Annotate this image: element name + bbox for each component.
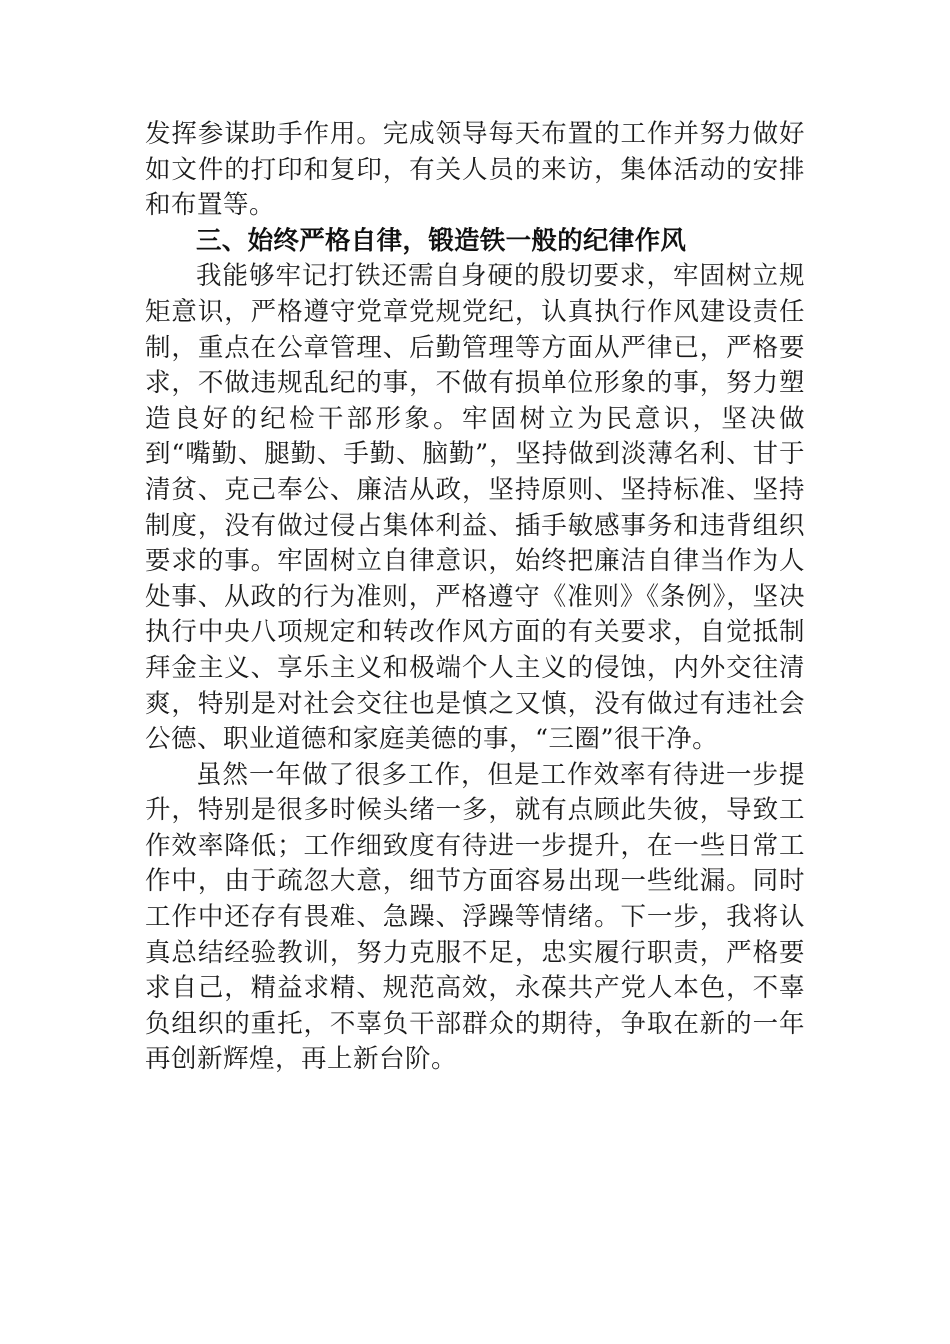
paragraph-shortcomings: 虽然一年做了很多工作，但是工作效率有待进一步提升，特别是很多时候头绪一多，就有点顾此失彼，导致工作效率降低；工作细致度有待进一步提升，在一些日常工作中，由于疏忽大意，细节方面容易出现一些纰漏。同时工作中还存有畏难、急躁、浮躁等情绪。下一步，我将认真总结经验教训，努力克服不足，忠实履行职责，严格要求自己，精益求精、规范高效，永葆共产党人本色，不辜负组织的重托，不辜负干部群众的期待，争取在新的一年再创新辉煌，再上新台阶。 (145, 759, 805, 1075)
paragraph-continuation: 发挥参谋助手作用。完成领导每天布置的工作并努力做好如文件的打印和复印，有关人员的来访，集体活动的安排和布置等。 (145, 119, 805, 221)
document-body (145, 117, 805, 1078)
paragraph-discipline: 我能够牢记打铁还需自身硬的殷切要求，牢固树立规矩意识，严格遵守党章党规党纪，认真执行作风建设责任制，重点在公章管理、后勤管理等方面从严律已，严格要求，不做违规乱纪的事，不做有损单位形象的事，努力塑造良好的纪检干部形象。牢固树立为民意识，坚决做到“嘴勤、腿勤、手勤、脑勤”，坚持做到淡薄名利、甘于清贫、克己奉公、廉洁从政，坚持原则、坚持标准、坚持制度，没有做过侵占集体利益、插手敏感事务和违背组织要求的事。牢固树立自律意识，始终把廉洁自律当作为人处事、从政的行为准则，严格遵守《准则》《条例》，坚决执行中央八项规定和转改作风方面的有关要求，自觉抵制拜金主义、享乐主义和极端个人主义的侵蚀，内外交往清爽，特别是对社会交往也是慎之又慎，没有做过有违社会公德、职业道德和家庭美德的事，“三圈”很干净。 (145, 261, 805, 755)
section-heading: 三、始终严格自律，锻造铁一般的纪律作风 (196, 225, 687, 256)
